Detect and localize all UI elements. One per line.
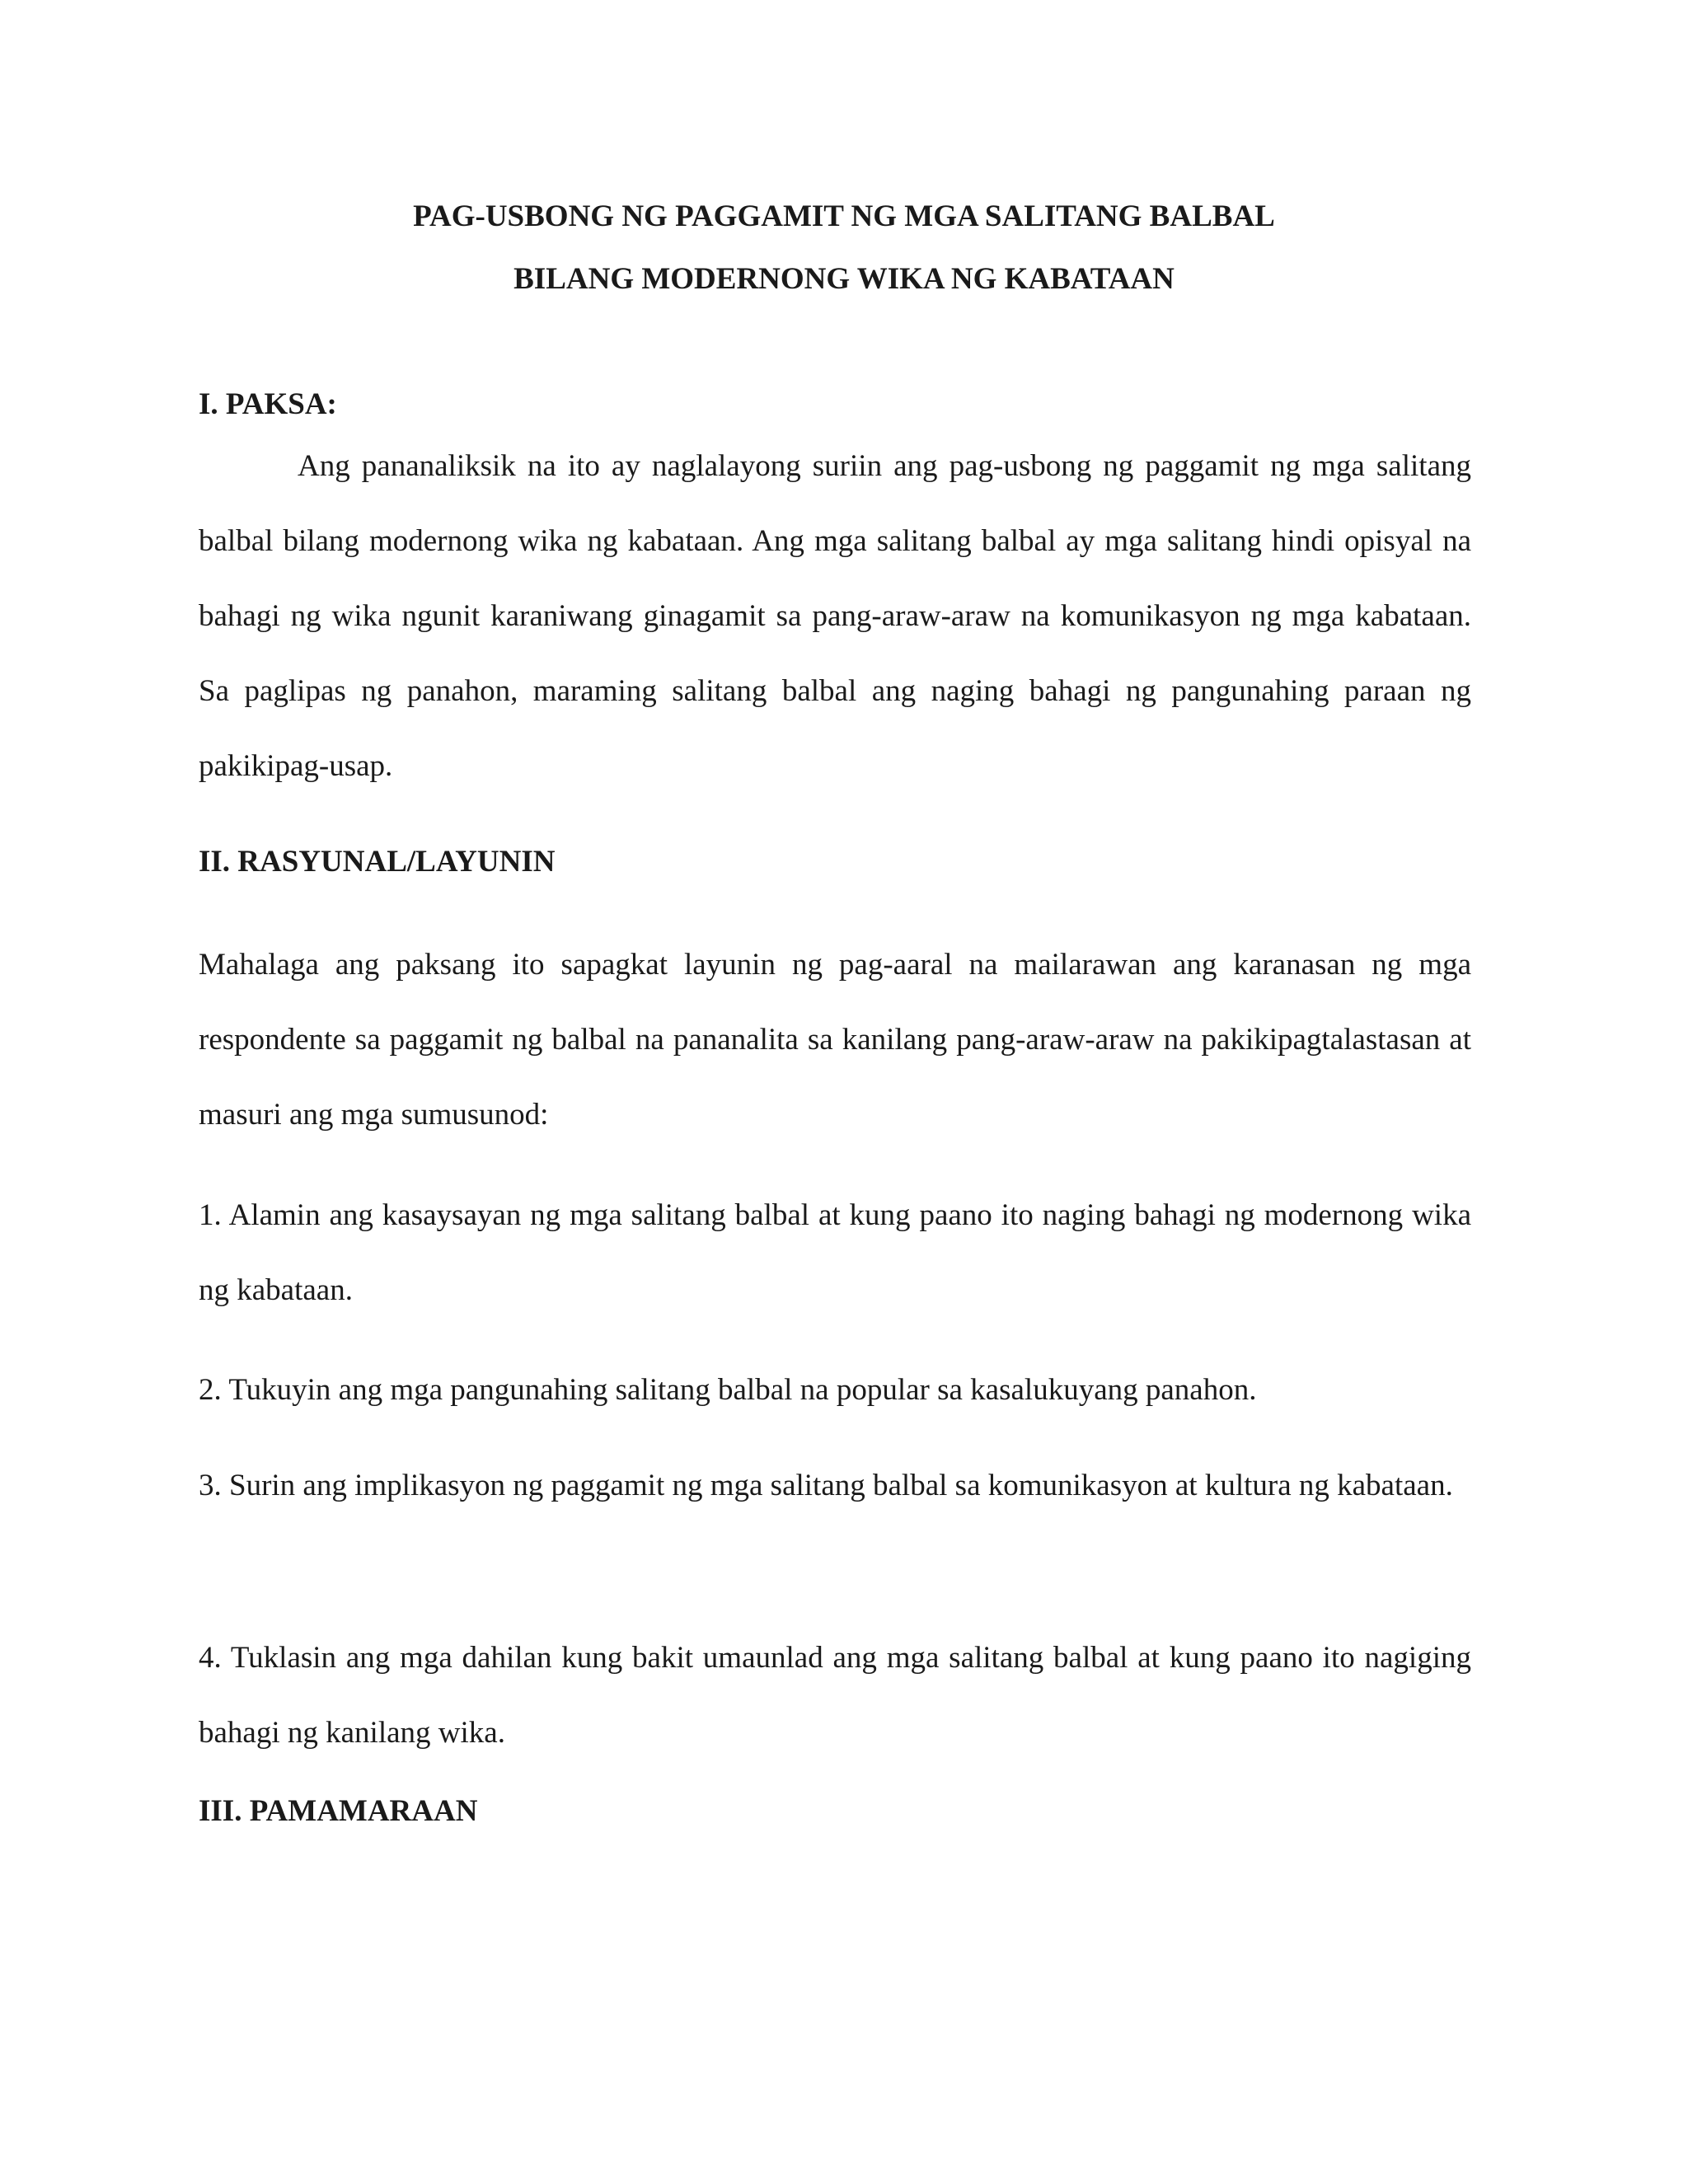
document-title-line-2: BILANG MODERNONG WIKA NG KABATAAN xyxy=(513,262,1175,296)
paragraph-paksa: Ang pananaliksik na ito ay naglalayong suriin ang pag-usbong ng paggamit ng mga salitang balbal bilang modernong wika ng kabataan. Ang mga salitang balbal ay mga salitang hindi opisyal na bahagi ng wika ngunit karaniwang ginagamit sa pang-araw-araw na komunikasyon ng mga kabataan. Sa paglipas ng panahon, maraming salitang balbal ang naging bahagi ng pangunahing paraan ng pakikipag-usap. xyxy=(199,449,1471,783)
section-heading-rasyunal: II. RASYUNAL/LAYUNIN xyxy=(199,845,556,879)
list-item-4: 4. Tuklasin ang mga dahilan kung bakit umaunlad ang mga salitang balbal at kung paano ito nagiging bahagi ng kanilang wika. xyxy=(199,1641,1471,1750)
section-heading-pamamaraan: III. PAMAMARAAN xyxy=(199,1794,478,1828)
document-title-line-1: PAG-USBONG NG PAGGAMIT NG MGA SALITANG BALBAL xyxy=(413,199,1275,233)
list-item-2: 2. Tukuyin ang mga pangunahing salitang balbal na popular sa kasalukuyang panahon. xyxy=(199,1373,1257,1407)
paragraph-rasyunal: Mahalaga ang paksang ito sapagkat layunin ng pag-aaral na mailarawan ang karanasan ng mga respondente sa paggamit ng balbal na pananalita sa kanilang pang-araw-araw na pakikipagtalastasan at masuri ang mga sumusunod: xyxy=(199,948,1471,1132)
list-item-1: 1. Alamin ang kasaysayan ng mga salitang balbal at kung paano ito naging bahagi ng modernong wika ng kabataan. xyxy=(199,1198,1471,1307)
list-item-3: 3. Surin ang implikasyon ng paggamit ng mga salitang balbal sa komunikasyon at kultura ng kabataan. xyxy=(199,1469,1453,1502)
section-heading-paksa: I. PAKSA: xyxy=(199,387,337,421)
